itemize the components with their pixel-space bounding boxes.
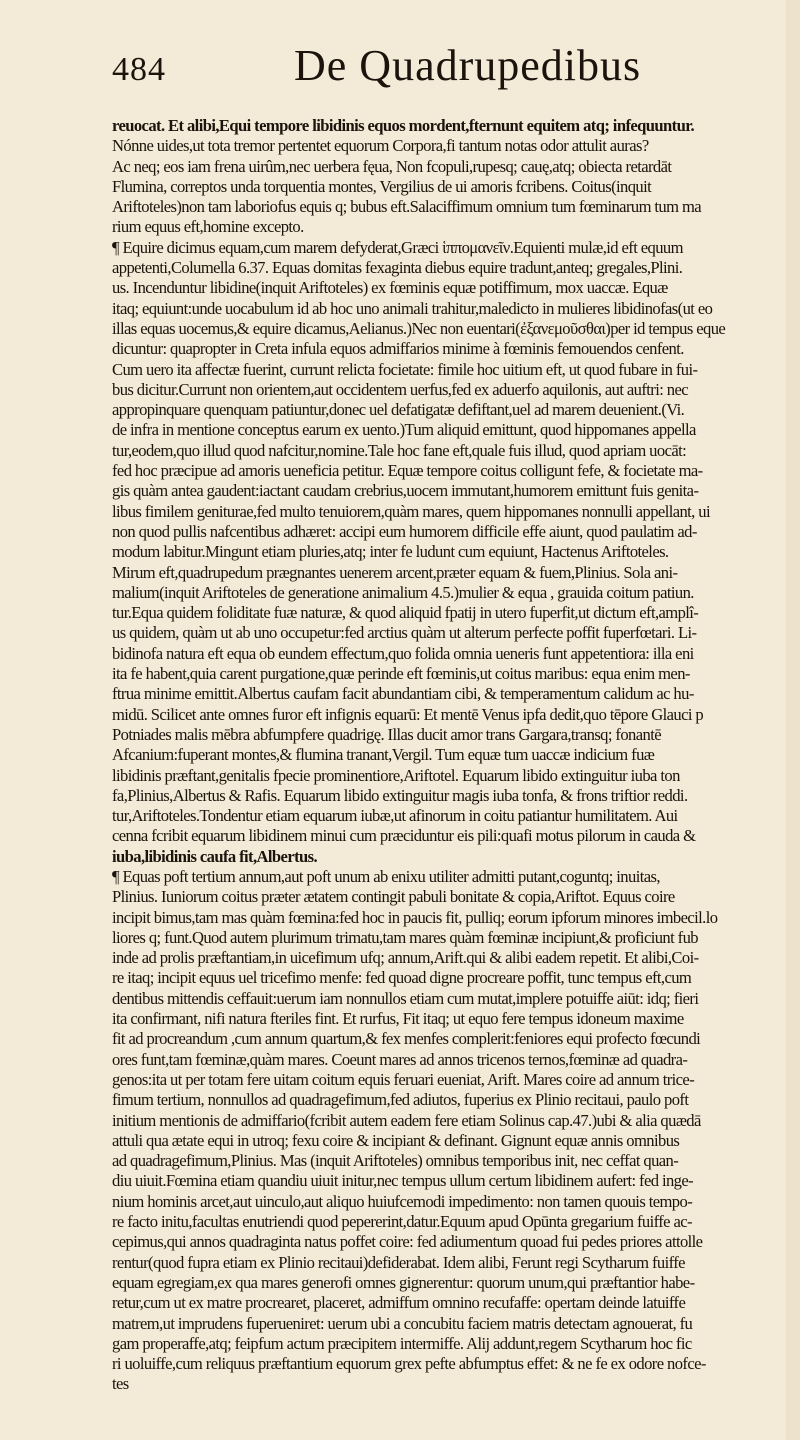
text-line: bidinofa natura eft equa ob eundem effectum,quo folida omnia ueneris funt appetentiora: illa eni xyxy=(112,643,694,663)
text-line: tur,eodem,quo illud quod nafcitur,nomine.Tale hoc fane eft,quale fuis illud, quod apriam uocāt: xyxy=(112,440,687,460)
text-line: modum labitur.Mingunt etiam pluries,atq; inter fe ludunt cum equiunt, Hactenus Ariftoteles. xyxy=(112,542,669,562)
text-line: fa,Plinius,Albertus & Rafis. Equarum libido extinguitur magis iuba tonfa, & frons triftior reddi. xyxy=(112,785,688,805)
text-line: appropinquare quenquam patiuntur,donec uel defatigatæ defiftant,uel ad marem deuenient.(Vi. xyxy=(112,400,685,420)
page-header xyxy=(112,40,794,102)
text-line: iuba,libidinis caufa fit,Albertus. xyxy=(112,846,318,866)
text-line: ita confirmant, nifi natura fteriles fint. Et rurfus, Fit itaq; ut equo fere tempus idoneum maxime xyxy=(112,1009,684,1029)
text-line: Mirum eft,quadrupedum prægnantes uenerem arcent,præter equam & fuem,Plinius. Sola ani- xyxy=(112,562,678,582)
body-text xyxy=(112,116,794,1395)
text-line: ad quadragefimum,Plinius. Mas (inquit Ariftoteles) omnibus temporibus init, nec ceffat quan- xyxy=(112,1151,679,1171)
text-line: non quod pullis nafcentibus adhæret: accipi eum humorem difficile effe aiunt, quod paulatim ad- xyxy=(112,521,697,541)
text-line: bus dicitur.Currunt non orientem,aut occidentem uerfus,fed ex aduerfo aquilonis, aut auftri: nec xyxy=(112,379,688,399)
text-line: incipit bimus,tam mas quàm fœmina:fed hoc in paucis fit, pulliq; eorum ipforum minores imbecil.lo xyxy=(112,907,718,927)
text-line: ¶ Equire dicimus equam,cum marem defyderat,Græci ἱππομανεῖν.Equienti mulæ,id eft equum xyxy=(112,237,683,257)
text-line: retur,cum ut ex matre procrearet, placeret, admiffum omnino recufaffe: opertam deinde latuiffe xyxy=(112,1293,686,1313)
text-line: fed hoc præcipue ad amoris ueneficia petitur. Equæ tempore coitus colligunt fefe, & focietate ma- xyxy=(112,461,703,481)
text-line: matrem,ut imprudens fuperueniret: uerum ubi a concubitu faciem matris detectam agnouerat, fu xyxy=(112,1313,693,1333)
text-line: Flumina, correptos unda torquentia montes, Vergilius de ui amoris fcribens. Coitus(inquit xyxy=(112,176,652,196)
text-line: Afcanium:fuperant montes,& flumina tranant,Vergil. Tum equæ tum uaccæ indicium fuæ xyxy=(112,745,655,765)
text-line: Potniades malis mēbra abfumpfere quadrigę. Illas ducit amor trans Gargara,transq; fonantē xyxy=(112,724,661,744)
text-line: diu uiuit.Fœmina etiam quandiu uiuit initur,nec tempus ullum certum libidinem aufert: fed inge- xyxy=(112,1171,694,1191)
text-line: libus fimilem geniturae,fed multo tenuiorem,quàm mares, quem hippomanes nonnulli appellant, ui xyxy=(112,501,710,521)
text-line: re itaq; incipit equus uel tricefimo menfe: fed quoad digne procreare poffit, tunc tempus eft,cum xyxy=(112,968,692,988)
text-line: ¶ Equas poft tertium annum,aut poft unum ab enixu utiliter admitti putant,coguntq; inuitas, xyxy=(112,866,660,886)
text-line: us quidem, quàm ut ab uno occupetur:fed arctius quàm ut alterum perfecte poffit fuperfœtari. Li- xyxy=(112,623,697,643)
text-line: ita fe habent,quia carent purgatione,quæ perinde eft fœminis,ut coitus maribus: equa enim men- xyxy=(112,664,690,684)
text-line: rium equus eft,homine excepto. xyxy=(112,217,304,237)
text-line: inde ad prolis præftantiam,in uicefimum ufq; annum,Arift.qui & alibi eadem repetit. Et alibi,Coi- xyxy=(112,948,699,968)
text-line: fimum tertium, nonnullos ad quadragefimum,fed adiutos, fuperius ex Plinio recitaui, paulo poft xyxy=(112,1090,689,1110)
text-line: gis quàm antea gaudent:iactant caudam crebrius,uocem immutant,humorem emittunt fuis genita- xyxy=(112,481,699,501)
text-line: tur,Ariftoteles.Tondentur etiam equarum iubæ,ut afinorum in coitu patiantur humilitatem. Aui xyxy=(112,806,678,826)
text-line: Cum uero ita affectæ fuerint, currunt relicta focietate: fimile hoc uitium eft, ut quod fubare in fui- xyxy=(112,359,698,379)
text-line: Nónne uides,ut tota tremor pertentet equorum Corpora,fi tantum notas odor attulit auras? xyxy=(112,136,649,156)
text-line: rentur(quod fupra etiam ex Plinio recitaui)defiderabat. Idem alibi, Ferunt regi Scytharum fuiffe xyxy=(112,1252,685,1272)
text-line: itaq; equiunt:unde uocabulum id ab hoc uno animali trahitur,maledicto in mulieres libidinofas(ut eo xyxy=(112,298,713,318)
text-line: Ac neq; eos iam frena uirûm,nec uerbera fęua, Non fcopuli,rupesq; cauę,atq; obiecta retardāt xyxy=(112,156,672,176)
text-line: nium hominis arcet,aut uinculo,aut aliquo huiufcemodi impedimento: non tamen quouis tempo- xyxy=(112,1191,693,1211)
text-line: gam properaffe,atq; feipfum actum præcipitem intermiffe. Alij addunt,regem Scytharum hoc fic xyxy=(112,1333,692,1353)
text-line: initium mentionis de admiffario(fcribit autem eadem fere etiam Solinus cap.47.)ubi & alia quædā xyxy=(112,1110,701,1130)
text-line: tur.Equa quidem foliditate fuæ naturæ, & quod aliquid fpatij in utero fuperfit,ut dictum eft,amplî- xyxy=(112,603,699,623)
text-line: dicuntur: quapropter in Creta infula equos admiffarios minime à fœminis femouendos cenfent. xyxy=(112,339,684,359)
text-line: malium(inquit Ariftoteles de generatione animalium 4.5.)mulier & equa , grauida coitum patiun. xyxy=(112,582,694,602)
text-line: tes xyxy=(112,1374,129,1394)
text-line: Ariftoteles)non tam laboriofus equis q; bubus eft.Salaciffimum omnium tum fœminarum tum ma xyxy=(112,197,702,217)
text-line: re facto initu,facultas enutriendi quod pepererint,datur.Equum apud Opūnta gregarium fuiffe ac- xyxy=(112,1212,692,1232)
text-line: fit ad procreandum ,cum annum quartum,& fex menfes complerit:feniores equi profecto fœcundi xyxy=(112,1029,701,1049)
text-line: appetenti,Columella 6.37. Equas domitas fexaginta diebus equire tradunt,anteq; gregales,Plini. xyxy=(112,258,683,278)
text-line: cenna fcribit equarum libidinem minui cum præciduntur eis pili:quafi motus pilorum in cauda & xyxy=(112,826,696,846)
text-line: midū. Scilicet ante omnes furor eft infignis equarū: Et mentē Venus ipfa dedit,quo tēpore Glauci p xyxy=(112,704,704,724)
page-number: 484 xyxy=(112,51,166,88)
text-line: ri uoluiffe,cum reliquus præftantium equorum grex pefte abfumptus effet: & ne fe ex odore nofce- xyxy=(112,1354,706,1374)
text-line: reuocat. Et alibi,Equi tempore libidinis equos mordent,fternunt equitem atq; infequuntur. xyxy=(112,116,694,135)
text-line: us. Incenduntur libidine(inquit Ariftoteles) ex fœminis equæ potiffimum, mox uaccæ. Equæ xyxy=(112,278,668,298)
text-line: Plinius. Iuniorum coitus præter ætatem contingit pabuli bonitate & copia,Ariftot. Equus coire xyxy=(112,887,675,907)
text-line: genos:ita ut per totam fere uitam coitum equis feruari eueniat, Arift. Mares coire ad annum trice- xyxy=(112,1069,695,1089)
text-line: equam egregiam,ex qua mares generofi omnes gignerentur: quorum unum,qui præftantior habe- xyxy=(112,1272,695,1292)
text-line: ftrua minime emittit.Albertus caufam facit abundantiam cibi, & temperamentum calidum ac hu- xyxy=(112,684,694,704)
text-line: attuli qua ætate equi in utroq; fexu coire & incipiant & definant. Gignunt equæ annis omnibus xyxy=(112,1130,680,1150)
text-line: dentibus mittendis ceffauit:uerum iam nonnullos etiam cum mutat,implere potuiffe aiūt: idq; fieri xyxy=(112,988,699,1008)
page-gutter xyxy=(786,0,800,1440)
text-line: de infra in mentione conceptus earum ex uento.)Tum aliquid emittunt, quod hippomanes appella xyxy=(112,420,696,440)
text-line: liores q; funt.Quod autem plurimum trimatu,tam mares quàm fœminæ incipiunt,& proficiunt fub xyxy=(112,927,698,947)
running-head: De Quadrupedibus xyxy=(294,41,642,90)
text-line: illas equas uocemus,& equire dicamus,Aelianus.)Nec non euentari(ἐξανεμοῦσθαι)per id tempus eque xyxy=(112,318,726,338)
text-line: libidinis præftant,genitalis fpecie prominentiore,Ariftotel. Equarum libido extinguitur iuba ton xyxy=(112,765,680,785)
text-line: cepimus,qui annos quadraginta natus poffet coire: fed adiumentum quoad fui pedes priores attolle xyxy=(112,1232,703,1252)
text-line: ores funt,tam fœminæ,quàm mares. Coeunt mares ad annos tricenos ternos,fœminæ ad quadra- xyxy=(112,1049,688,1069)
